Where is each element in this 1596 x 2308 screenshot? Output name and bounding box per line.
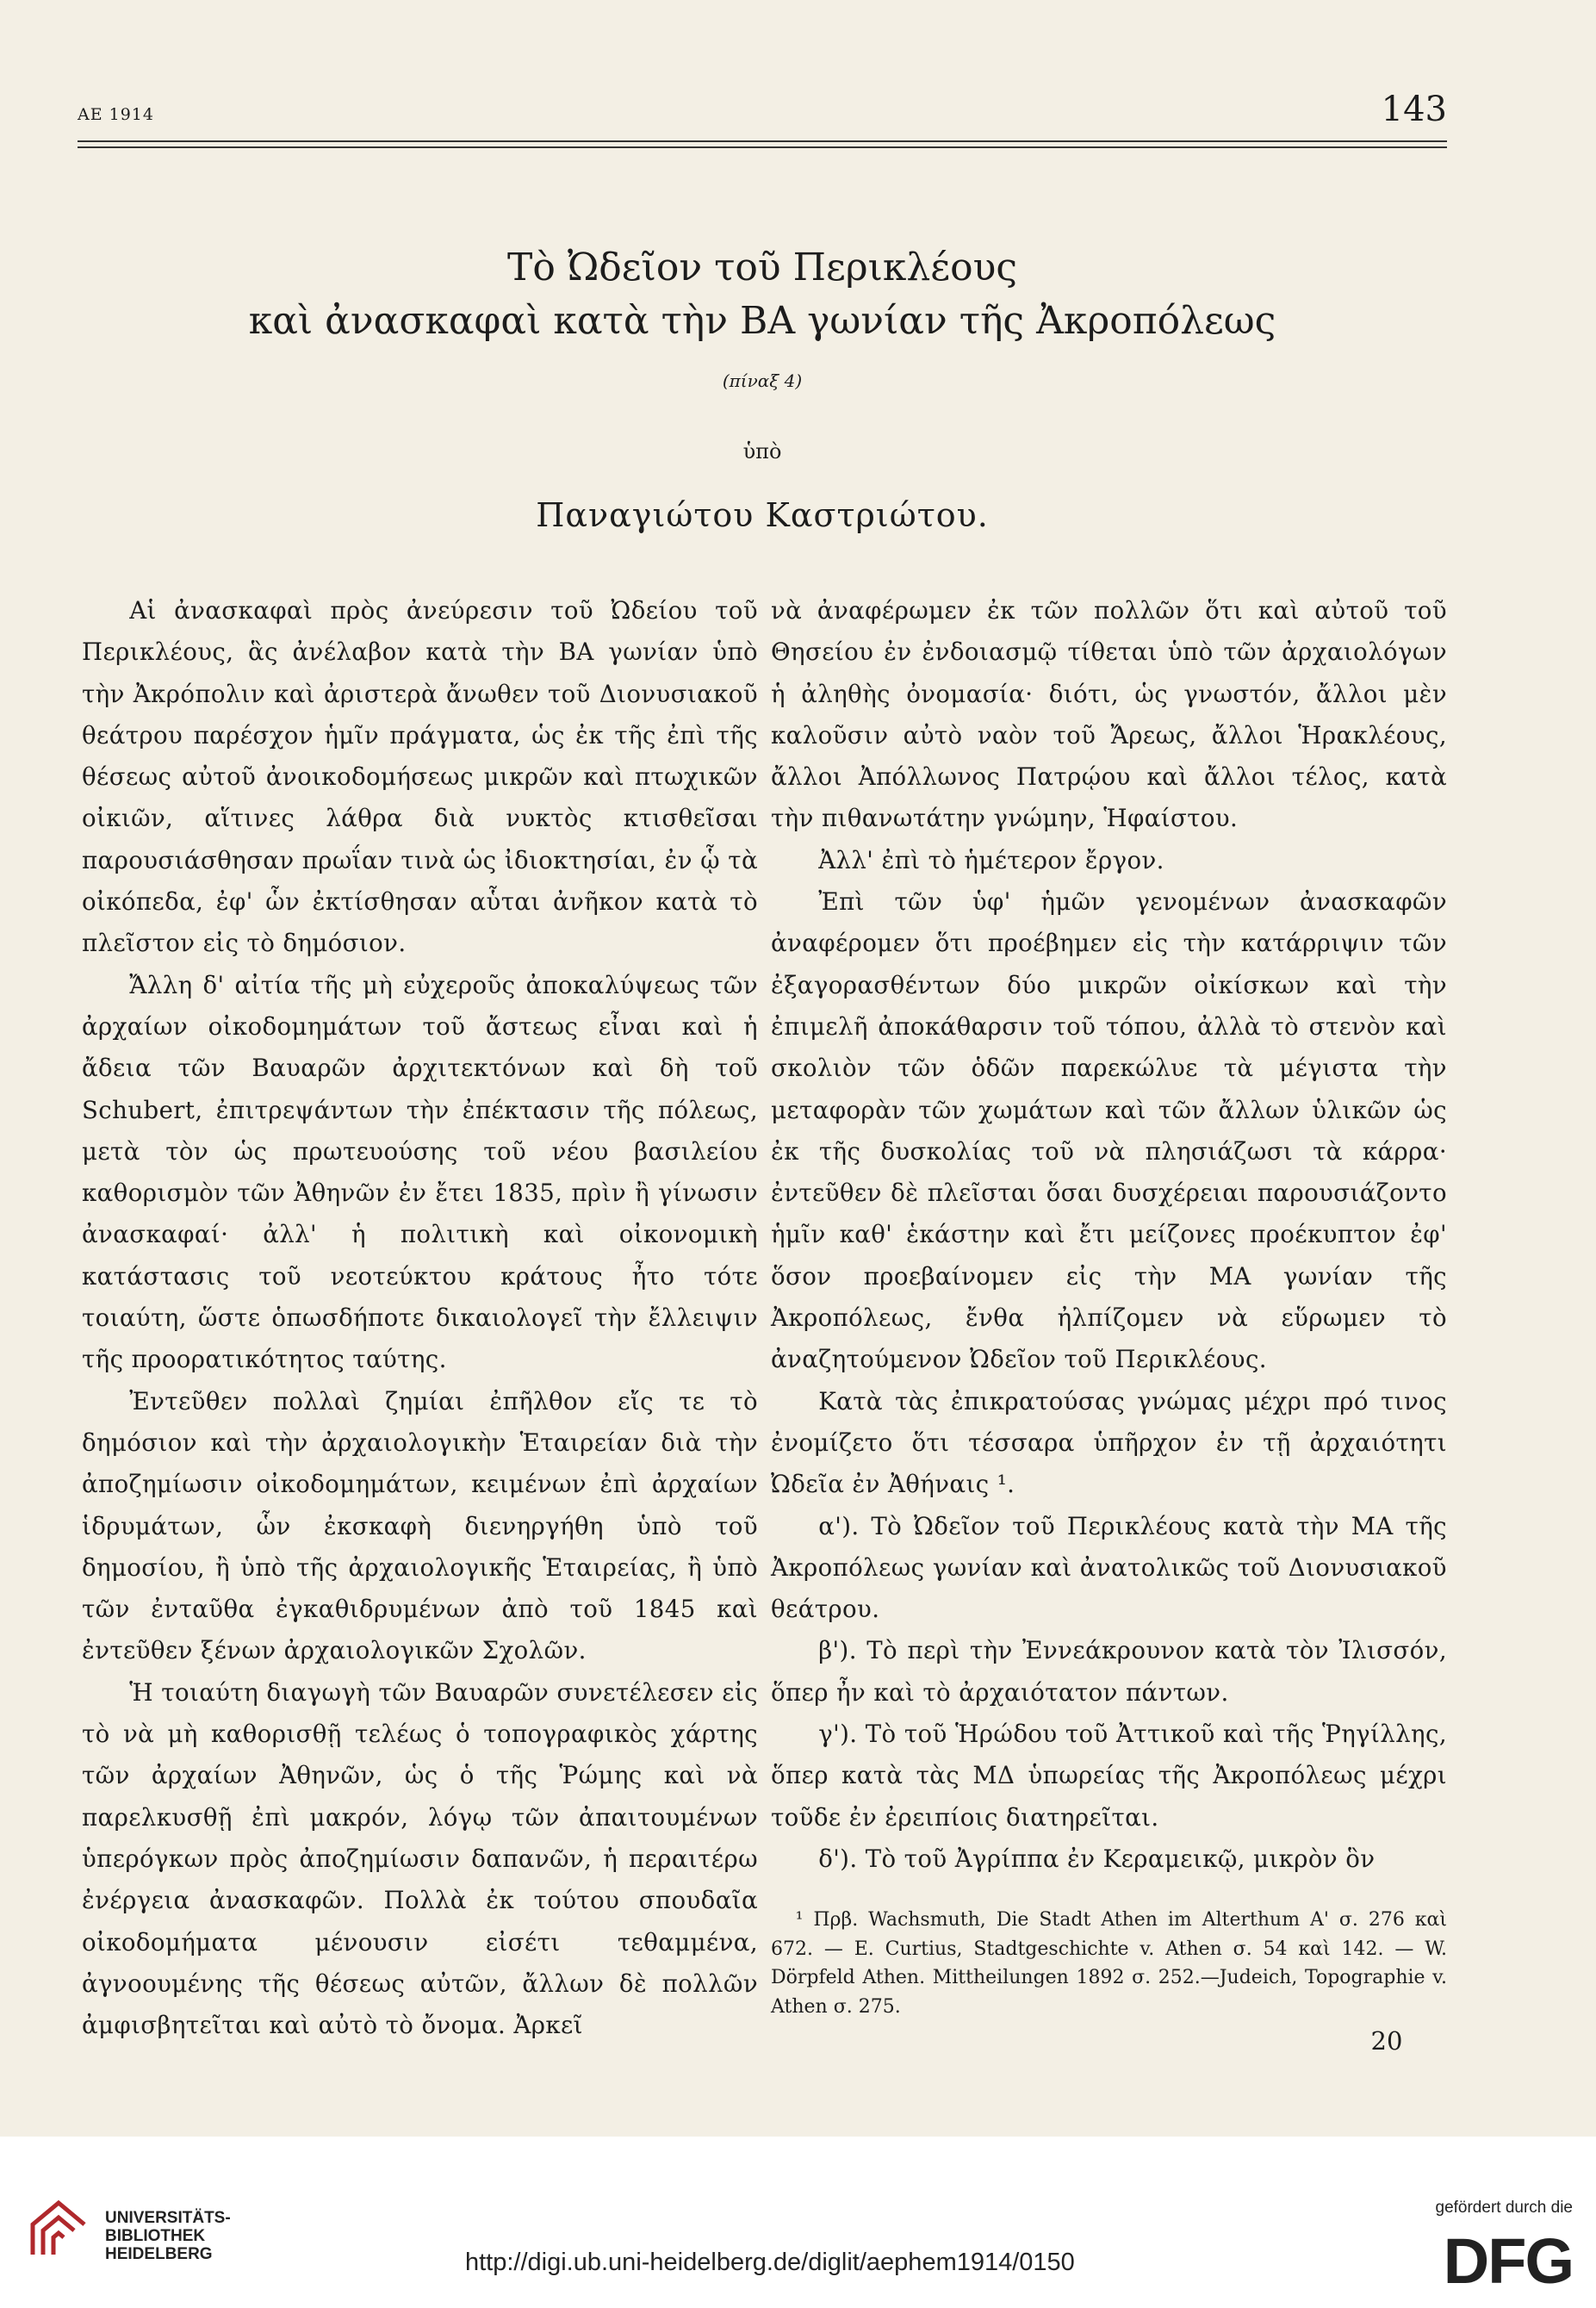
funding-note: gefördert durch die — [1435, 2199, 1573, 2217]
list-item: α'). Τὸ Ὠδεῖον τοῦ Περικλέους κατὰ τὴν ΜΑ τῆς Ἀκροπόλεως γωνίαν καὶ ἀνατολικῶς τοῦ Διονυσιακοῦ θεάτρου. — [771, 1511, 1447, 1624]
paragraph: Αἱ ἀνασκαφαὶ πρὸς ἀνεύρεσιν τοῦ Ὠδείου τοῦ Περικλέους, ἃς ἀνέλαβον κατὰ τὴν ΒΑ γωνίαν ὑπὸ τὴν Ἀκρόπολιν καὶ ἀριστερὰ ἄνωθεν τοῦ Διονυσιακοῦ θεάτρου παρέσχον ἡμῖν πράγματα, ὡς ἐκ τῆς ἐπὶ τῆς θέσεως αὐτοῦ ἀνοικοδομήσεως μικρῶν καὶ πτωχικῶν οἰκιῶν, αἵτινες λάθρα διὰ νυκτὸς κτισθεῖσαι παρουσιάσθησαν πρωΐαν τινὰ ὡς ἰδιοκτησίαι, ἐν ᾧ τὰ οἰκόπεδα, ἐφ' ὧν ἐκτίσθησαν αὗται ἀνῆκον κατὰ τὸ πλεῖστον εἰς τὸ δημόσιον. — [82, 596, 758, 958]
paragraph: Ἐντεῦθεν πολλαὶ ζημίαι ἐπῆλθον εἴς τε τὸ δημόσιον καὶ τὴν ἀρχαιολογικὴν Ἑταιρείαν διὰ τὴν ἀποζημίωσιν οἰκοδομημάτων, κειμένων ἐπὶ ἀρχαίων ἱδρυμάτων, ὧν ἐκσκαφὴ διενηργήθη ὑπὸ τοῦ δημοσίου, ἢ ὑπὸ τῆς ἀρχαιολογικῆς Ἑταιρείας, ἢ ὑπὸ τῶν ἐνταῦθα ἐγκαθιδρυμένων ἀπὸ τοῦ 1845 καὶ ἐντεῦθεν ξένων ἀρχαιολογικῶν Σχολῶν. — [82, 1386, 758, 1665]
list-item: γ'). Τὸ τοῦ Ἡρώδου τοῦ Ἀττικοῦ καὶ τῆς Ῥηγίλλης, ὅπερ κατὰ τὰς ΜΔ ὑπωρείας τῆς Ἀκροπόλεως μέχρι τοῦδε ἐν ἐρειπίοις διατηρεῖται. — [771, 1720, 1447, 1832]
byline-prefix: ὑπὸ — [742, 439, 782, 463]
plate-note: (πίναξ 4) — [722, 370, 803, 391]
footer-bar — [0, 2137, 1596, 2308]
author-name: Παναγιώτου Καστριώτου. — [536, 496, 989, 534]
left-column — [82, 590, 758, 2046]
paragraph: Κατὰ τὰς ἐπικρατούσας γνώμας μέχρι πρό τινος ἐνομίζετο ὅτι τέσσαρα ὑπῆρχον ἐν τῇ ἀρχαιότητι Ὠδεῖα ἐν Ἀθήναις ¹. — [771, 1386, 1447, 1499]
list-item: δ'). Τὸ τοῦ Ἀγρίππα ἐν Κεραμεικῷ, μικρὸν ὃν — [818, 1844, 1376, 1873]
article-title-line1: Τὸ Ὠδεῖον τοῦ Περικλέους — [507, 246, 1017, 289]
paragraph: Ἄλλη δ' αἰτία τῆς μὴ εὐχεροῦς ἀποκαλύψεως τῶν ἀρχαίων οἰκοδομημάτων τοῦ ἄστεως εἶναι καὶ ἡ ἄδεια τῶν Βαυαρῶν ἀρχιτεκτόνων καὶ δὴ τοῦ Schubert, ἐπιτρεψάντων τὴν ἐπέκτασιν τῆς πόλεως, μετὰ τὸν ὡς πρωτευούσης τοῦ νέου βασιλείου καθορισμὸν τῶν Ἀθηνῶν ἐν ἔτει 1835, πρὶν ἢ γίνωσιν ἀνασκαφαί· ἀλλ' ἡ πολιτικὴ καὶ οἰκονομικὴ κατάστασις τοῦ νεοτεύκτου κράτους ἦτο τότε τοιαύτη, ὥστε ὁπωσδήποτε δικαιολογεῖ τὴν ἔλλειψιν τῆς προορατικότητος ταύτης. — [82, 970, 758, 1374]
right-column — [771, 590, 1447, 1880]
library-name — [105, 2209, 231, 2263]
footnote-text: ¹ Πρβ. Wachsmuth, Die Stadt Athen im Alterthum Α' σ. 276 καὶ 672. — E. Curtius, Stadtgeschichte v. Athen σ. 54 καὶ 142. — W. Dörpfeld Athen. Mittheilungen 1892 σ. 252.—Judeich, Topographie v. Athen σ. 275. — [771, 1909, 1447, 2018]
running-head — [78, 86, 1447, 138]
library-name-line2: BIBLIOTHEK — [105, 2227, 206, 2245]
dfg-logo: DFG — [1443, 2225, 1573, 2297]
article-title-line2: καὶ ἀνασκαφαὶ κατὰ τὴν ΒΑ γωνίαν τῆς Ἀκροπόλεως — [248, 299, 1276, 343]
paragraph: νὰ ἀναφέρωμεν ἐκ τῶν πολλῶν ὅτι καὶ αὐτοῦ τοῦ Θησείου ἐν ἐνδοιασμῷ τίθεται ὑπὸ τῶν ἀρχαιολόγων ἡ ἀληθὴς ὀνομασία· διότι, ὡς γνωστόν, ἄλλοι μὲν καλοῦσιν αὐτὸ ναὸν τοῦ Ἄρεως, ἄλλοι Ἡρακλέους, ἄλλοι Ἀπόλλωνος Πατρῴου καὶ ἄλλοι τέλος, κατὰ τὴν πιθανωτάτην γνώμην, Ἡφαίστου. — [771, 596, 1447, 833]
header-rule-bottom — [78, 146, 1447, 148]
list-item: β'). Τὸ περὶ τὴν Ἐννεάκρουνον κατὰ τὸν Ἰλισσόν, ὅπερ ἦν καὶ τὸ ἀρχαιότατον πάντων. — [771, 1636, 1447, 1707]
header-rule-top — [78, 140, 1447, 142]
paragraph: Ἀλλ' ἐπὶ τὸ ἡμέτερον ἔργον. — [818, 845, 1164, 874]
library-name-line1: UNIVERSITÄTS- — [105, 2209, 231, 2227]
library-name-line3: HEIDELBERG — [105, 2245, 213, 2263]
journal-label: ΑΕ 1914 — [78, 105, 154, 124]
footnote — [771, 1906, 1447, 2021]
page-number: 143 — [1381, 90, 1447, 129]
signature-mark: 20 — [1370, 2026, 1403, 2056]
article-title-block — [78, 241, 1447, 541]
paragraph: Ἡ τοιαύτη διαγωγὴ τῶν Βαυαρῶν συνετέλεσεν εἰς τὸ νὰ μὴ καθορισθῇ τελέως ὁ τοπογραφικὸς χάρτης τῶν ἀρχαίων Ἀθηνῶν, ὡς ὁ τῆς Ῥώμης καὶ νὰ παρελκυσθῇ ἐπὶ μακρόν, λόγῳ τῶν ἀπαιτουμένων ὑπερόγκων πρὸς ἀποζημίωσιν δαπανῶν, ἡ περαιτέρω ἐνέργεια ἀνασκαφῶν. Πολλὰ ἐκ τούτου σπουδαῖα οἰκοδομήματα μένουσιν εἰσέτι τεθαμμένα, ἀγνοουμένης τῆς θέσεως αὐτῶν, ἄλλων δὲ πολλῶν ἀμφισβητεῖται καὶ αὐτὸ τὸ ὄνομα. Ἀρκεῖ — [82, 1677, 758, 2040]
permalink-url[interactable]: http://digi.ub.uni-heidelberg.de/diglit/aephem1914/0150 — [465, 2249, 1075, 2276]
paragraph: Ἐπὶ τῶν ὑφ' ἡμῶν γενομένων ἀνασκαφῶν ἀναφέρομεν ὅτι προέβημεν εἰς τὴν κατάρριψιν τῶν ἐξαγορασθέντων δύο μικρῶν οἰκίσκων καὶ τὴν ἐπιμελῆ ἀποκάθαρσιν τοῦ τόπου, ἀλλὰ τὸ στενὸν καὶ σκολιὸν τῶν ὁδῶν παρεκώλυε τὰ μέγιστα τὴν μεταφορὰν τῶν χωμάτων καὶ τῶν ἄλλων ὑλικῶν ὡς ἐκ τῆς δυσκολίας τοῦ νὰ πλησιάζωσι τὰ κάρρα· ἐντεῦθεν δὲ πλεῖσται ὅσαι δυσχέρειαι παρουσιάζοντο ἡμῖν καθ' ἑκάστην καὶ ἔτι μείζονες προέκυπτον ἐφ' ὅσον προεβαίνομεν εἰς τὴν ΜΑ γωνίαν τῆς Ἀκροπόλεως, ἔνθα ἠλπίζομεν νὰ εὕρωμεν τὸ ἀναζητούμενον Ὠδεῖον τοῦ Περικλέους. — [771, 887, 1447, 1374]
library-logo-icon — [24, 2194, 93, 2263]
